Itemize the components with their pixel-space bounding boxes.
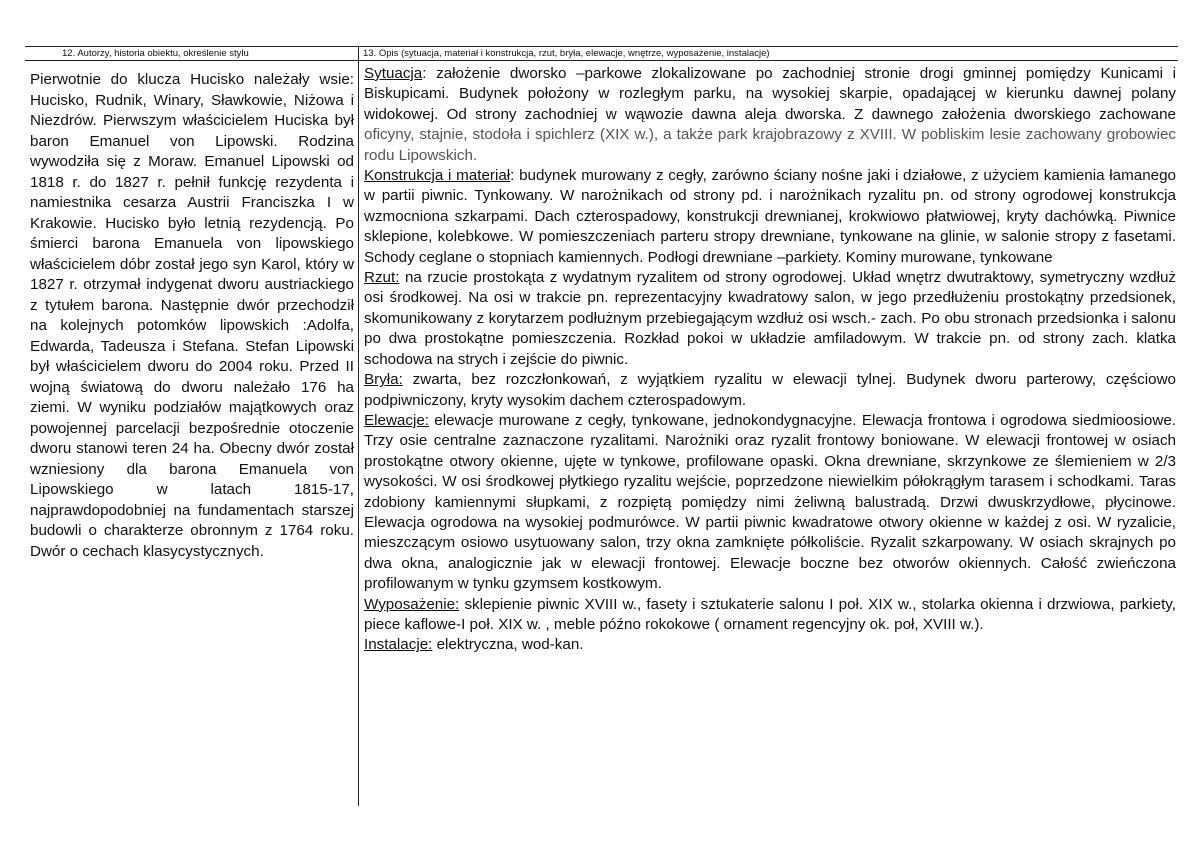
situation-text-gray: oficyny, stajnie, stodoła i spichlerz (XIX w.), a także park krajobrazowy z XVIII. W pobliskim lesie zachowany grobowiec rodu Lipowskich. xyxy=(364,126,1176,164)
situation-label: Sytuacja xyxy=(364,65,423,82)
description-column xyxy=(364,64,1176,656)
massing-label: Bryła: xyxy=(364,371,403,389)
installations-text: elektryczna, wod-kan. xyxy=(432,636,584,654)
massing-text: zwarta, bez rozczłonkowań, z wyjątkiem ryzalitu w elewacji tylnej. Budynek dworu parterowy, częściowo podpiwniczony, kryty wysokim dachem czterospadowym. xyxy=(364,371,1176,409)
facades-paragraph xyxy=(364,411,1176,595)
situation-paragraph xyxy=(364,64,1176,166)
installations-label: Instalacje: xyxy=(364,636,433,654)
plan-paragraph xyxy=(364,268,1176,370)
construction-text: : budynek murowany z cegły, zarówno ściany nośne jaki i działowe, z użyciem kamienia łamanego w partii piwnic. Tynkowany. W narożnikach od strony pd. i narożnikach ryzalitu pn. od strony ogrodowej konstrukcja wzmocniona szkarpami. Dach czterospadowy, konstrukcji drewnianej, krokwiowo płatwiowej, kryty dachówką. Piwnice sklepione, kolebkowe. W pomieszczeniach parteru stropy drewniane, tynkowane na glinie, w salonie stropy z fasetami. Schody ceglane o stopniach kamiennych. Podłogi drewniane –parkiety. Kominy murowane, tynkowane xyxy=(364,167,1176,266)
massing-paragraph xyxy=(364,370,1176,411)
history-section-header: 12. Autorzy, historia obiektu, określenie stylu xyxy=(62,48,249,59)
installations-paragraph xyxy=(364,635,1176,655)
facades-label: Elewacje: xyxy=(364,411,429,429)
construction-paragraph xyxy=(364,166,1176,268)
furnishing-label: Wyposażenie: xyxy=(364,595,460,613)
furnishing-paragraph xyxy=(364,595,1176,636)
history-text: Pierwotnie do klucza Hucisko należały wsie: Hucisko, Rudnik, Winary, Sławkowie, Niżowa i Niezdrów. Pierwszym właścicielem Huciska był baron Emanuel von Lipowski. Rodzina wywodziła się z Moraw. Emanuel Lipowski od 1818 r. do 1827 r. pełnił funkcję rezydenta i namiestnika cesarza Austrii Franciszka I w Krakowie. Hucisko było letnią rezydencją. Po śmierci barona Emanuela von lipowskiego właścicielem dóbr został jego syn Karol, który w 1827 r. otrzymał indygenat dworu austriackiego z tytułem barona. Następnie dwór przechodził na kolejnych potomków lipowskich :Adolfa, Edwarda, Tadeusza i Stefana. Stefan Lipowski był właścicielem dworu do 2004 roku. Przed II wojną światową do dworu należało 176 ha ziemi. W wyniku podziałów majątkowych oraz powojennej parcelacji bezpośrednie otoczenie dworu stanowi teren 24 ha. Obecny dwór został wzniesiony dla barona Emanuela von Lipowskiego w latach 1815-17, najprawdopodobniej na fundamentach starszej budowli o charakterze obronnym z 1764 roku. Dwór o cechach klasycystycznych. xyxy=(30,71,354,560)
plan-label: Rzut: xyxy=(364,269,400,287)
construction-label: Konstrukcja i materiał xyxy=(364,167,511,185)
facades-text: elewacje murowane z cegły, tynkowane, jednokondygnacyjne. Elewacja frontowa i ogrodowa siedmioosiowe. Trzy osie centralne zaznaczone ryzalitami. Narożniki oraz ryzalit frontowy boniowane. W elewacji frontowej w osiach prostokątne otwory okienne, ujęte w tynkowe, profilowane opaski. Okna drewniane, skrzynkowe ze ślemieniem w 2/3 wysokości. W osi środkowej płytkiego ryzalitu wejście, poprzedzone niewielkim półokrągłym tarasem i schodkami. Taras zdobiony kamiennymi słupkami, z rozpiętą pomiędzy nimi żeliwną balustradą. Drzwi dwuskrzydłowe, płycinowe. Elewacja ogrodowa na wysokiej podmurówce. W partii piwnic kwadratowe otwory okienne w każdej z osi. W ryzalicie, mieszczącym osiowo usytuowany salon, trzy okna zamknięte półkoliście. Ryzalit szkarpowany. W osiach skrajnych po dwa okna, analogicznie jak w elewacji frontowej. Elewacje boczne bez otworów okiennych. Całość zwieńczona profilowanym w tynku gzymsem kostkowym. xyxy=(364,411,1176,593)
situation-text: : założenie dworsko –parkowe zlokalizowane po zachodniej stronie drogi gminnej pomiędzy Kunicami i Biskupicami. Budynek położony w rozległym parku, na wysokiej skarpie, opadającej w kierunku dawnej polany widokowej. Od strony zachodniej w wąwozie dawna aleja dworska. Z dawnego założenia dworskiego zachowane xyxy=(364,65,1176,123)
furnishing-text: sklepienie piwnic XVIII w., fasety i sztukaterie salonu I poł. XIX w., stolarka okienna i drzwiowa, parkiety, piece kaflowe-I poł. XIX w. , meble późno rokokowe ( ornament regencyjny ok. poł, XVIII w.). xyxy=(364,595,1176,633)
header-rule xyxy=(25,60,1178,61)
plan-text: na rzucie prostokąta z wydatnym ryzalitem od strony ogrodowej. Układ wnętrz dwutraktowy, symetryczny wzdłuż osi środkowej. Na osi w trakcie pn. reprezentacyjny kwadratowy salon, w jego przedłużeniu prostokątny przedsionek, skomunikowany z korytarzem podłużnym przebiegającym wzdłuż osi wsch.- zach. Po obu stronach przedsionka i salonu po dwa prostokątne pomieszczenia. Rozkład pokoi w układzie amfiladowym. W trakcie pn. od strony zach. klatka schodowa na strych i zejście do piwnic. xyxy=(364,269,1176,368)
column-divider xyxy=(358,46,359,806)
description-section-header: 13. Opis (sytuacja, materiał i konstrukcja, rzut, bryła, elewacje, wnętrze, wyposażenie, instalacje) xyxy=(363,48,770,59)
